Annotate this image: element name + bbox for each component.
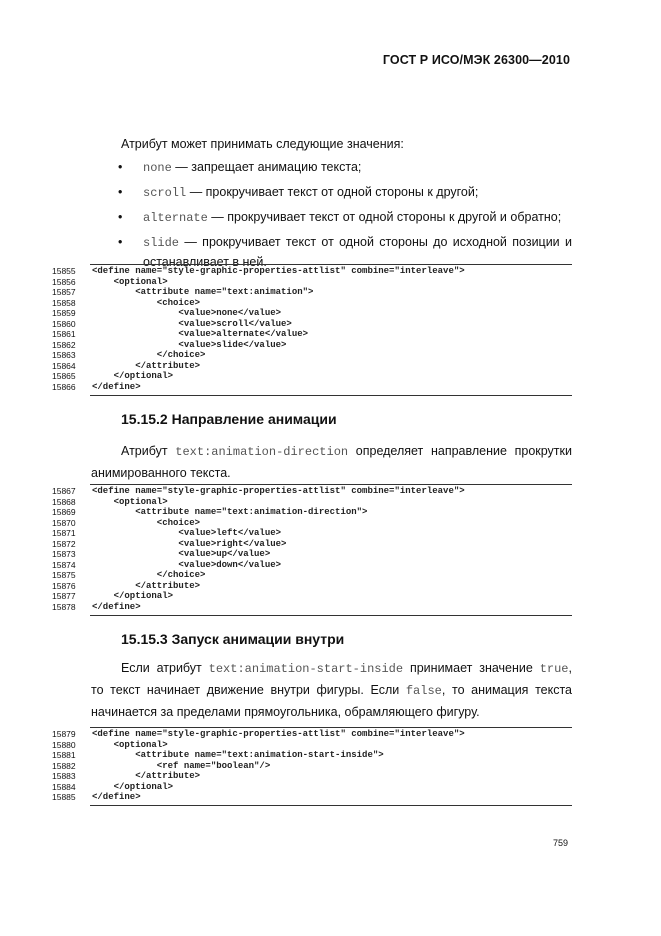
code-line: [52, 350, 572, 361]
paragraph-line: [91, 680, 572, 702]
value-code: false: [405, 684, 442, 698]
line-number: 15856: [52, 276, 76, 287]
line-number: 15875: [52, 570, 76, 580]
line-number: 15872: [52, 538, 76, 549]
list-item: [118, 183, 572, 203]
code-line: [52, 382, 572, 393]
code-line: [52, 581, 572, 592]
line-number: 15880: [52, 739, 76, 750]
line-number: 15867: [52, 486, 76, 496]
code-text: </optional>: [92, 371, 174, 381]
code-line: [52, 602, 572, 613]
paragraph-line: начинается за пределами прямоугольника, обрамляющего фигуру.: [91, 705, 480, 719]
line-number: 15884: [52, 781, 76, 792]
code-text: <optional>: [92, 496, 168, 507]
line-number: 15881: [52, 750, 76, 760]
code-lines: [52, 266, 572, 392]
line-number: 15871: [52, 528, 76, 538]
code-text: <value>down</value>: [92, 559, 282, 570]
page-number: 759: [553, 838, 569, 848]
line-number: 15876: [52, 580, 76, 591]
code-text: </optional>: [92, 591, 174, 601]
list-item: [118, 208, 572, 228]
section-paragraph: [91, 441, 572, 484]
code-line: [52, 361, 572, 372]
code-text: </optional>: [92, 781, 174, 792]
code-line: [52, 518, 572, 529]
line-number: 15857: [52, 287, 76, 297]
paragraph-line: анимированного текста.: [91, 466, 231, 480]
list-item: [118, 158, 572, 178]
line-number: 15862: [52, 339, 76, 350]
paragraph-line: [91, 658, 572, 680]
code-text: <choice>: [92, 517, 201, 528]
attribute-code: text:animation-direction: [175, 445, 349, 459]
code-text: </define>: [92, 601, 141, 612]
code-line: [52, 729, 572, 740]
values-list: [118, 158, 572, 277]
code-line: [52, 277, 572, 288]
code-line: [52, 782, 572, 793]
section-paragraph: [91, 658, 572, 723]
paragraph-line: [91, 441, 572, 463]
code-text: </choice>: [92, 570, 206, 580]
code-line: [52, 792, 572, 803]
code-text: <define name="style-graphic-properties-attlist" combine="interleave">: [92, 266, 465, 276]
intro-text: Атрибут может принимать следующие значения:: [121, 137, 404, 151]
code-text: <value>none</value>: [92, 308, 282, 318]
value-code: slide: [143, 236, 180, 250]
code-line: [52, 549, 572, 560]
line-number: 15870: [52, 517, 76, 528]
value-description: — прокручивает текст от одной стороны к другой;: [186, 185, 479, 199]
attribute-code: text:animation-start-inside: [208, 662, 404, 676]
value-code: none: [143, 161, 172, 175]
line-number: 15855: [52, 266, 76, 276]
line-number: 15865: [52, 371, 76, 381]
bullet-icon: •: [118, 235, 123, 249]
paragraph-text: Если атрибут: [121, 661, 209, 675]
code-text: <define name="style-graphic-properties-attlist" combine="interleave">: [92, 729, 465, 739]
line-number: 15860: [52, 318, 76, 329]
code-line: [52, 591, 572, 602]
code-line: [52, 329, 572, 340]
bullet-icon: •: [118, 185, 123, 199]
code-text: <value>left</value>: [92, 528, 282, 538]
code-line: [52, 497, 572, 508]
code-text: </attribute>: [92, 360, 201, 371]
code-lines: [52, 486, 572, 612]
code-line: [52, 528, 572, 539]
code-lines: [52, 729, 572, 803]
code-line: [52, 371, 572, 382]
code-block-direction: [52, 484, 572, 616]
code-text: <ref name="boolean"/>: [92, 760, 271, 771]
code-text: </define>: [92, 381, 141, 392]
code-text: <value>slide</value>: [92, 339, 287, 350]
code-block-animation: [52, 264, 572, 396]
line-number: 15858: [52, 297, 76, 308]
code-line: [52, 298, 572, 309]
value-code: scroll: [143, 186, 187, 200]
line-number: 15863: [52, 350, 76, 360]
code-text: <choice>: [92, 297, 201, 308]
paragraph-text: принимает значение: [403, 661, 540, 675]
code-line: [52, 266, 572, 277]
code-line: [52, 570, 572, 581]
code-text: <value>right</value>: [92, 538, 287, 549]
code-text: <optional>: [92, 739, 168, 750]
value-code: true: [539, 662, 569, 676]
value-code: alternate: [143, 211, 208, 225]
code-line: [52, 560, 572, 571]
line-number: 15873: [52, 549, 76, 559]
code-text: </define>: [92, 792, 141, 802]
code-line: [52, 539, 572, 550]
code-text: <value>up</value>: [92, 549, 271, 559]
code-text: </attribute>: [92, 580, 201, 591]
code-line: [52, 740, 572, 751]
line-number: 15859: [52, 308, 76, 318]
code-line: [52, 287, 572, 298]
paragraph-text: определяет направление прокрутки: [348, 444, 572, 458]
line-number: 15861: [52, 329, 76, 339]
code-text: </attribute>: [92, 771, 201, 781]
code-line: [52, 319, 572, 330]
code-line: [52, 750, 572, 761]
code-text: <value>alternate</value>: [92, 329, 309, 339]
code-line: [52, 507, 572, 518]
document-header: ГОСТ Р ИСО/МЭК 26300—2010: [382, 53, 570, 67]
code-text: </choice>: [92, 350, 206, 360]
paragraph-text: Атрибут: [121, 444, 176, 458]
value-description: — прокручивает текст от одной стороны к другой и обратно;: [207, 210, 562, 224]
code-text: <attribute name="text:animation">: [92, 287, 314, 297]
line-number: 15878: [52, 601, 76, 612]
line-number: 15869: [52, 507, 76, 517]
code-text: <value>scroll</value>: [92, 318, 292, 329]
section-title: 15.15.2 Направление анимации: [121, 411, 337, 427]
line-number: 15883: [52, 771, 76, 781]
value-description: — запрещает анимацию текста;: [171, 160, 362, 174]
code-line: [52, 308, 572, 319]
section-title: 15.15.3 Запуск анимации внутри: [121, 631, 345, 647]
code-line: [52, 486, 572, 497]
line-number: 15885: [52, 792, 76, 802]
code-block-start-inside: [52, 727, 572, 806]
bullet-icon: •: [118, 160, 123, 174]
code-text: <attribute name="text:animation-direction">: [92, 507, 368, 517]
line-number: 15866: [52, 381, 76, 392]
line-number: 15868: [52, 496, 76, 507]
bullet-icon: •: [118, 210, 123, 224]
line-number: 15882: [52, 760, 76, 771]
code-text: <optional>: [92, 276, 168, 287]
paragraph-text: то текст начинает движение внутри фигуры. Если: [91, 683, 406, 697]
code-text: <define name="style-graphic-properties-attlist" combine="interleave">: [92, 486, 465, 496]
paragraph-text: , то анимация текста: [441, 683, 573, 697]
paragraph-text: ,: [568, 661, 572, 675]
code-line: [52, 340, 572, 351]
line-number: 15877: [52, 591, 76, 601]
code-text: <attribute name="text:animation-start-inside">: [92, 750, 384, 760]
line-number: 15879: [52, 729, 76, 739]
code-line: [52, 771, 572, 782]
line-number: 15874: [52, 559, 76, 570]
value-description: — прокручивает текст от одной стороны до исходной позиции и останавливает в ней.: [143, 235, 572, 269]
code-line: [52, 761, 572, 772]
line-number: 15864: [52, 360, 76, 371]
